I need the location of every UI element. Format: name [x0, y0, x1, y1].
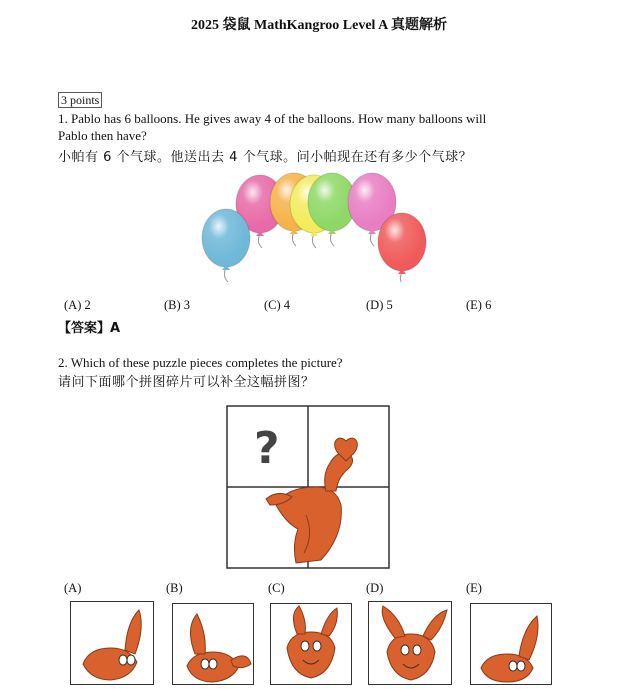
q2-option-e-label: (E) — [466, 581, 482, 595]
q2-text-en: 2. Which of these puzzle pieces completes the picture? — [58, 355, 343, 370]
q2-option-d-piece[interactable] — [368, 601, 452, 685]
q1-option-b[interactable]: (B) 3 — [164, 298, 191, 312]
puzzle-picture — [226, 405, 390, 569]
q1-option-c[interactable]: (C) 4 — [264, 298, 291, 312]
q2-option-c-piece[interactable] — [270, 603, 352, 685]
q2-option-b-label: (B) — [166, 581, 183, 595]
q2-option-b-piece[interactable] — [172, 603, 254, 685]
q2-option-a-label: (A) — [64, 581, 82, 595]
balloons-image — [190, 172, 440, 282]
balloon — [378, 213, 426, 282]
q2-option-e-piece[interactable] — [470, 603, 552, 685]
page-title: 2025 袋鼠 MathKangroo Level A 真题解析 — [190, 18, 448, 33]
q1-option-e[interactable]: (E) 6 — [466, 298, 492, 312]
q1-option-a[interactable]: (A) 2 — [64, 298, 91, 312]
q1-text-en-2: Pablo then have? — [58, 128, 147, 143]
q1-text-cn: 小帕有 6 个气球。他送出去 4 个气球。问小帕现在还有多少个气球？ — [58, 150, 473, 165]
q1-text-en-1: 1. Pablo has 6 balloons. He gives away 4 of the balloons. How many balloons will — [58, 111, 487, 126]
points-badge: 3 points — [58, 92, 102, 108]
q1-answer: 【答案】A — [58, 321, 121, 336]
q2-option-d-label: (D) — [366, 581, 384, 595]
balloon — [202, 209, 250, 282]
q2-option-c-label: (C) — [268, 581, 285, 595]
q2-text-cn: 请问下面哪个拼图碎片可以补全这幅拼图？ — [58, 375, 315, 390]
q2-option-a-piece[interactable] — [70, 601, 154, 685]
q1-option-d[interactable]: (D) 5 — [366, 298, 393, 312]
question-mark: ? — [254, 423, 280, 474]
